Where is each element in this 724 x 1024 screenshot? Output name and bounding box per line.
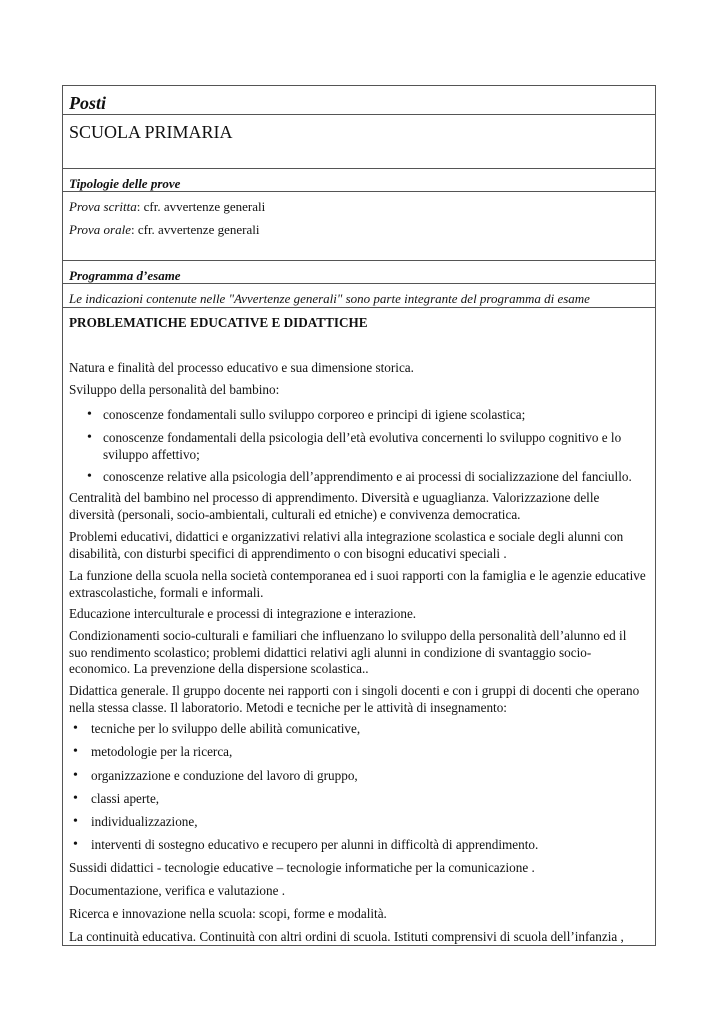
paragraph: Condizionamenti socio-culturali e familiari che influenzano lo sviluppo della personalità dell’alunno ed il suo rendimento scolastico; problemi didattici relativi agli alunni in condizione di svantaggio socio-economico. La prevenzione della dispersione scolastica..	[69, 628, 627, 676]
divider	[63, 191, 655, 192]
prova-orale-label: Prova orale	[69, 222, 131, 237]
list-item: • interventi di sostegno educativo e recupero per alunni in difficoltà di apprendimento.	[73, 837, 539, 852]
prova-scritta-line	[69, 199, 649, 215]
paragraph: Problemi educativi, didattici e organizzativi relativi alla integrazione scolastica e sociale degli alunni con disabilità, con disturbi specifici di apprendimento o con bisogni educativi speciali .	[69, 529, 624, 561]
paragraph: La continuità educativa. Continuità con altri ordini di scuola. Istituti comprensivi di scuola dell’infanzia ,	[69, 929, 624, 944]
posti-title: Posti	[69, 93, 107, 113]
school-level: SCUOLA PRIMARIA	[69, 122, 233, 142]
bullet-icon: •	[87, 469, 92, 484]
paragraph: Centralità del bambino nel processo di apprendimento. Diversità e uguaglianza. Valorizzazione delle diversità (personali, socio-ambientali, culturali ed etniche) e convivenza democratica.	[69, 490, 600, 522]
bullet-icon: •	[87, 430, 92, 445]
list-item: • metodologie per la ricerca,	[73, 744, 233, 759]
paragraph: Sussidi didattici - tecnologie educative – tecnologie informatiche per la comunicazione .	[69, 860, 535, 875]
paragraph: Didattica generale. Il gruppo docente nei rapporti con i singoli docenti e con i gruppi di docenti che operano nella stessa classe. Il laboratorio. Metodi e tecniche per le attività di insegnamento:	[69, 683, 640, 715]
bullet-icon: •	[73, 791, 78, 806]
bullet-icon: •	[73, 744, 78, 759]
bullet-icon: •	[73, 837, 78, 852]
list-item: • conoscenze fondamentali sullo sviluppo corporeo e principi di igiene scolastica;	[87, 407, 526, 422]
prova-scritta-label: Prova scritta	[69, 199, 137, 214]
divider	[63, 283, 655, 284]
list-item: • conoscenze relative alla psicologia dell’apprendimento e ai processi di socializzazione del fanciullo.	[87, 469, 632, 484]
list-item: • classi aperte,	[73, 791, 160, 806]
exam-program-table	[62, 85, 656, 946]
section-title: PROBLEMATICHE EDUCATIVE E DIDATTICHE	[69, 315, 368, 330]
paragraph: Sviluppo della personalità del bambino:	[69, 382, 280, 397]
bullet-icon: •	[87, 407, 92, 422]
divider	[63, 307, 655, 308]
prova-scritta-value: : cfr. avvertenze generali	[136, 199, 266, 214]
divider	[63, 168, 655, 169]
bullet-icon: •	[73, 721, 78, 736]
paragraph: Educazione interculturale e processi di integrazione e interazione.	[69, 606, 417, 621]
paragraph: La funzione della scuola nella società contemporanea ed i suoi rapporti con la famiglia e le agenzie educative extrascolastiche, formali e informali.	[69, 568, 646, 600]
list-item: • individualizzazione,	[73, 814, 198, 829]
paragraph: Documentazione, verifica e valutazione .	[69, 883, 286, 898]
tipologie-heading: Tipologie delle prove	[69, 176, 181, 191]
prova-orale-line	[69, 222, 649, 238]
list-item: • tecniche per lo sviluppo delle abilità comunicative,	[73, 721, 361, 736]
programma-note: Le indicazioni contenute nelle "Avvertenze generali" sono parte integrante del programma di esame	[69, 291, 590, 306]
prova-orale-value: : cfr. avvertenze generali	[130, 222, 260, 237]
bullet-icon: •	[73, 768, 78, 783]
bullet-icon: •	[73, 814, 78, 829]
list-item: • organizzazione e conduzione del lavoro di gruppo,	[73, 768, 358, 783]
divider	[63, 260, 655, 261]
list-item: • conoscenze fondamentali della psicologia dell’età evolutiva concernenti lo sviluppo cognitivo e lo sviluppo affettivo;	[87, 430, 622, 462]
paragraph: Ricerca e innovazione nella scuola: scopi, forme e modalità.	[69, 906, 387, 921]
paragraph: Natura e finalità del processo educativo e sua dimensione storica.	[69, 360, 414, 375]
programma-heading: Programma d’esame	[69, 268, 181, 283]
divider	[63, 114, 655, 115]
